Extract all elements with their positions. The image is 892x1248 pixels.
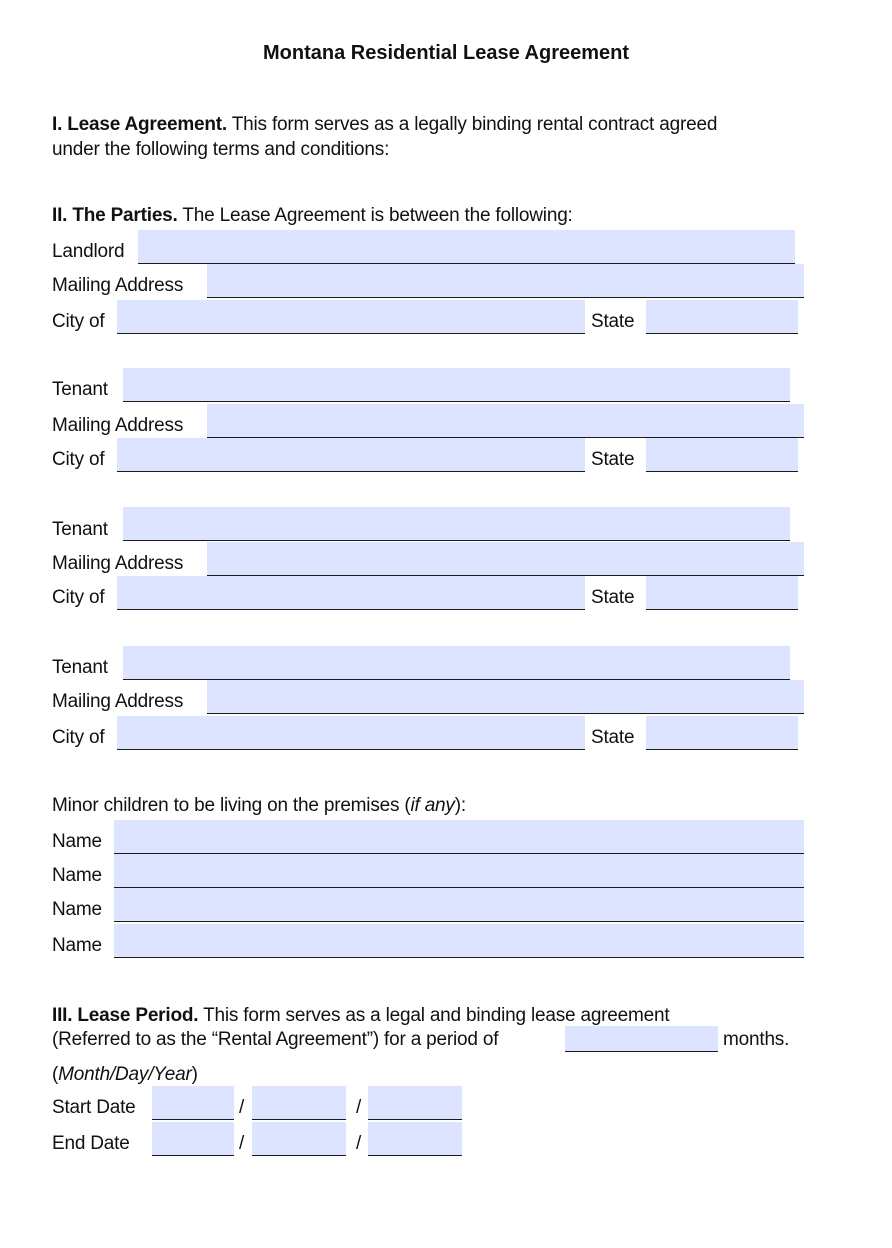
section-1-line-1 (52, 114, 717, 136)
tenant-1-mailing-address-input[interactable] (207, 404, 804, 438)
minor-name-3-input[interactable] (114, 888, 804, 922)
date-format-hint (52, 1064, 198, 1086)
document-title: Montana Residential Lease Agreement (262, 42, 630, 64)
tenant-3-city-input[interactable] (117, 716, 585, 750)
end-date-month-input[interactable] (152, 1122, 234, 1156)
landlord-city-label: City of (52, 311, 105, 332)
tenant-2-name-input[interactable] (123, 507, 790, 541)
section-3-line-1 (52, 1005, 670, 1027)
tenant-3-state-input[interactable] (646, 716, 798, 750)
minor-name-2-label: Name (52, 865, 102, 886)
section-1-text: This form serves as a legally binding rental contract agreed (231, 114, 718, 135)
tenant-2-city-label: City of (52, 587, 105, 608)
start-date-month-input[interactable] (152, 1086, 234, 1120)
tenant-1-name-input[interactable] (123, 368, 790, 402)
tenant-2-state-label: State (591, 587, 635, 608)
landlord-state-label: State (591, 311, 635, 332)
minor-name-4-label: Name (52, 935, 102, 956)
section-1-line-2: under the following terms and conditions: (52, 139, 390, 160)
section-3-text: This form serves as a legal and binding lease agreement (203, 1005, 670, 1026)
end-date-separator-2: / (356, 1133, 362, 1154)
minor-children-intro (52, 795, 466, 817)
tenant-1-mailing-label: Mailing Address (52, 415, 184, 436)
end-date-day-input[interactable] (252, 1122, 346, 1156)
tenant-3-state-label: State (591, 727, 635, 748)
section-2-intro (52, 205, 573, 227)
tenant-1-label: Tenant (52, 379, 108, 400)
section-2-text: The Lease Agreement is between the following: (182, 205, 573, 226)
landlord-mailing-address-input[interactable] (207, 264, 804, 298)
months-label: months. (723, 1029, 790, 1050)
minor-name-4-input[interactable] (114, 924, 804, 958)
landlord-mailing-label: Mailing Address (52, 275, 184, 296)
landlord-state-input[interactable] (646, 300, 798, 334)
start-date-separator-2: / (356, 1097, 362, 1118)
tenant-3-mailing-address-input[interactable] (207, 680, 804, 714)
section-3-heading: III. Lease Period. (52, 1005, 199, 1026)
start-date-year-input[interactable] (368, 1086, 462, 1120)
tenant-2-label: Tenant (52, 519, 108, 540)
minor-children-intro-text: Minor children to be living on the premises ( (52, 795, 411, 816)
minor-children-if-any: if any (410, 795, 455, 816)
tenant-2-city-input[interactable] (117, 576, 585, 610)
start-date-label: Start Date (52, 1097, 136, 1118)
tenant-3-city-label: City of (52, 727, 105, 748)
tenant-2-state-input[interactable] (646, 576, 798, 610)
landlord-name-input[interactable] (138, 230, 795, 264)
landlord-label: Landlord (52, 241, 125, 262)
tenant-3-name-input[interactable] (123, 646, 790, 680)
tenant-1-city-input[interactable] (117, 438, 585, 472)
minor-children-intro-end: ): (454, 795, 466, 816)
lease-months-input[interactable] (565, 1026, 718, 1052)
tenant-2-mailing-label: Mailing Address (52, 553, 184, 574)
tenant-3-mailing-label: Mailing Address (52, 691, 184, 712)
date-format-open: ( (52, 1064, 59, 1085)
minor-name-3-label: Name (52, 899, 102, 920)
start-date-day-input[interactable] (252, 1086, 346, 1120)
section-2-heading: II. The Parties. (52, 205, 178, 226)
landlord-city-input[interactable] (117, 300, 585, 334)
date-format-close: ) (191, 1064, 198, 1085)
tenant-2-mailing-address-input[interactable] (207, 542, 804, 576)
section-3-line-2: (Referred to as the “Rental Agreement”) for a period of (52, 1029, 499, 1050)
tenant-1-city-label: City of (52, 449, 105, 470)
minor-name-2-input[interactable] (114, 854, 804, 888)
date-format-text: Month/Day/Year (58, 1064, 192, 1085)
end-date-year-input[interactable] (368, 1122, 462, 1156)
start-date-separator-1: / (239, 1097, 245, 1118)
end-date-separator-1: / (239, 1133, 245, 1154)
tenant-1-state-label: State (591, 449, 635, 470)
section-1-heading: I. Lease Agreement. (52, 114, 228, 135)
tenant-1-state-input[interactable] (646, 438, 798, 472)
tenant-3-label: Tenant (52, 657, 108, 678)
minor-name-1-input[interactable] (114, 820, 804, 854)
minor-name-1-label: Name (52, 831, 102, 852)
end-date-label: End Date (52, 1133, 130, 1154)
